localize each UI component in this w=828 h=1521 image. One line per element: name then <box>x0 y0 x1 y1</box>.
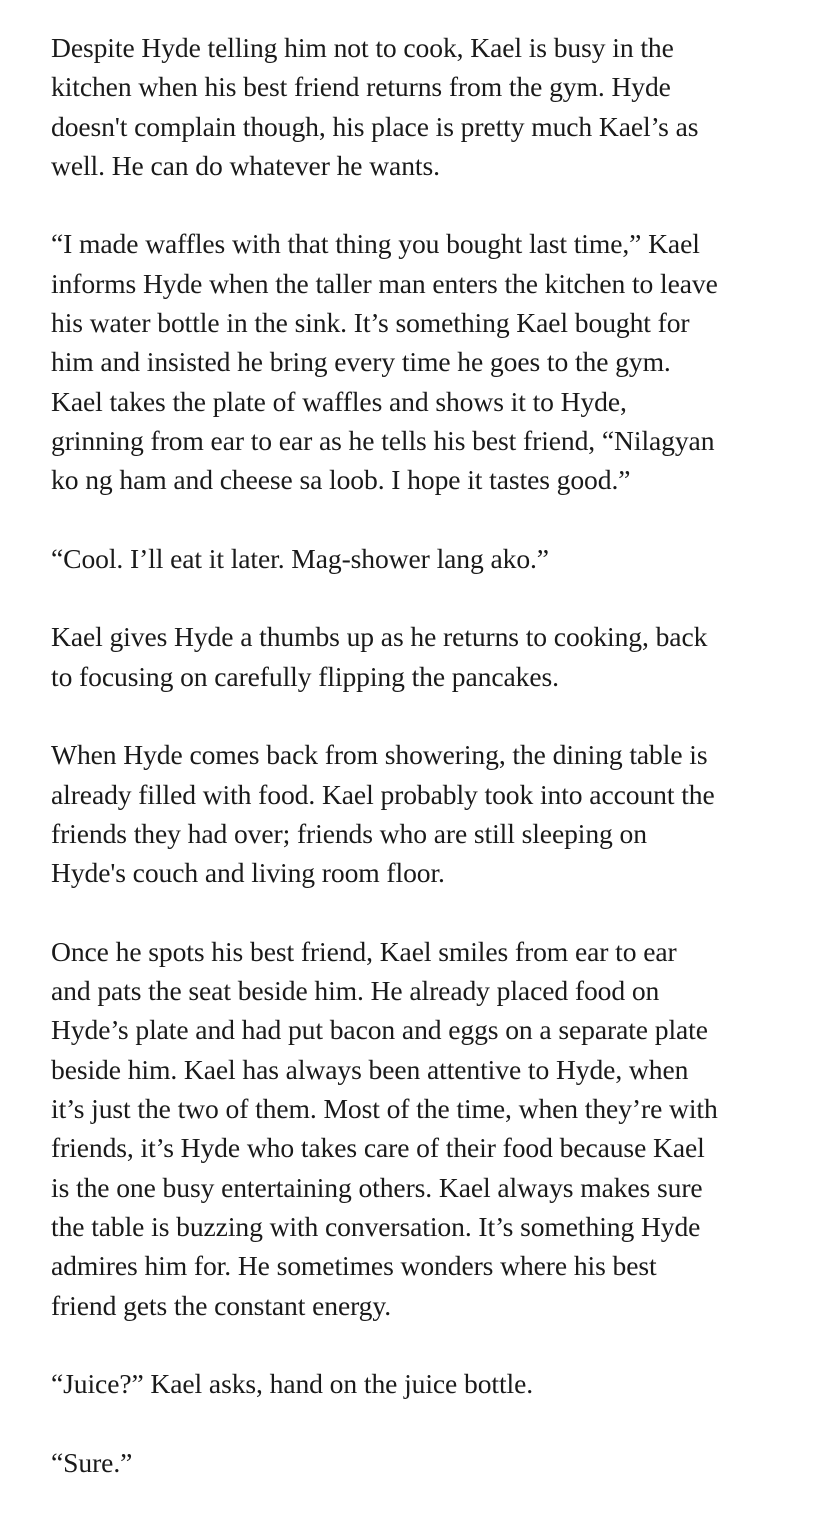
text-line: grinning from ear to ear as he tells his best friend, “Nilagyan <box>51 424 715 456</box>
text-line: kitchen when his best friend returns from the gym. Hyde <box>51 71 671 103</box>
text-line: “Sure.” <box>51 1446 133 1478</box>
paragraph <box>51 28 791 185</box>
text-line: admires him for. He sometimes wonders where his best <box>51 1250 657 1282</box>
text-line: him and insisted he bring every time he goes to the gym. <box>51 346 671 378</box>
text-line: is the one busy entertaining others. Kael always makes sure <box>51 1171 703 1203</box>
paragraph <box>51 539 791 578</box>
text-line: “Juice?” Kael asks, hand on the juice bottle. <box>51 1368 534 1400</box>
text-line: Once he spots his best friend, Kael smiles from ear to ear <box>51 935 677 967</box>
text-line: to focusing on carefully flipping the pancakes. <box>51 660 559 692</box>
text-line: well. He can do whatever he wants. <box>51 149 440 181</box>
text-line: it’s just the two of them. Most of the time, when they’re with <box>51 1093 718 1125</box>
text-line: ko ng ham and cheese sa loob. I hope it tastes good.” <box>51 464 631 496</box>
text-line: Hyde's couch and living room floor. <box>51 857 445 889</box>
paragraph <box>51 735 791 892</box>
text-line: Kael gives Hyde a thumbs up as he returns to cooking, back <box>51 621 708 653</box>
text-line: friends, it’s Hyde who takes care of their food because Kael <box>51 1132 705 1164</box>
text-line: his water bottle in the sink. It’s something Kael bought for <box>51 307 690 339</box>
paragraph <box>51 932 791 1325</box>
text-line: the table is buzzing with conversation. It’s something Hyde <box>51 1210 701 1242</box>
paragraph <box>51 1364 791 1403</box>
text-line: and pats the seat beside him. He already placed food on <box>51 975 660 1007</box>
text-line: When Hyde comes back from showering, the dining table is <box>51 739 708 771</box>
paragraph <box>51 617 791 696</box>
text-line: Kael takes the plate of waffles and shows it to Hyde, <box>51 385 627 417</box>
text-line: friend gets the constant energy. <box>51 1289 392 1321</box>
text-line: already filled with food. Kael probably took into account the <box>51 778 715 810</box>
text-line: “I made waffles with that thing you bought last time,” Kael <box>51 228 700 260</box>
text-line: Hyde’s plate and had put bacon and eggs on a separate plate <box>51 1014 708 1046</box>
text-line: informs Hyde when the taller man enters the kitchen to leave <box>51 267 718 299</box>
paragraph <box>51 224 791 499</box>
text-line: doesn't complain though, his place is pretty much Kael’s as <box>51 110 699 142</box>
text-line: beside him. Kael has always been attentive to Hyde, when <box>51 1053 689 1085</box>
document-page <box>51 28 791 1521</box>
text-line: Despite Hyde telling him not to cook, Kael is busy in the <box>51 32 674 63</box>
paragraph <box>51 1443 791 1482</box>
text-line: “Cool. I’ll eat it later. Mag-shower lang ako.” <box>51 542 549 574</box>
text-line: friends they had over; friends who are still sleeping on <box>51 817 647 849</box>
